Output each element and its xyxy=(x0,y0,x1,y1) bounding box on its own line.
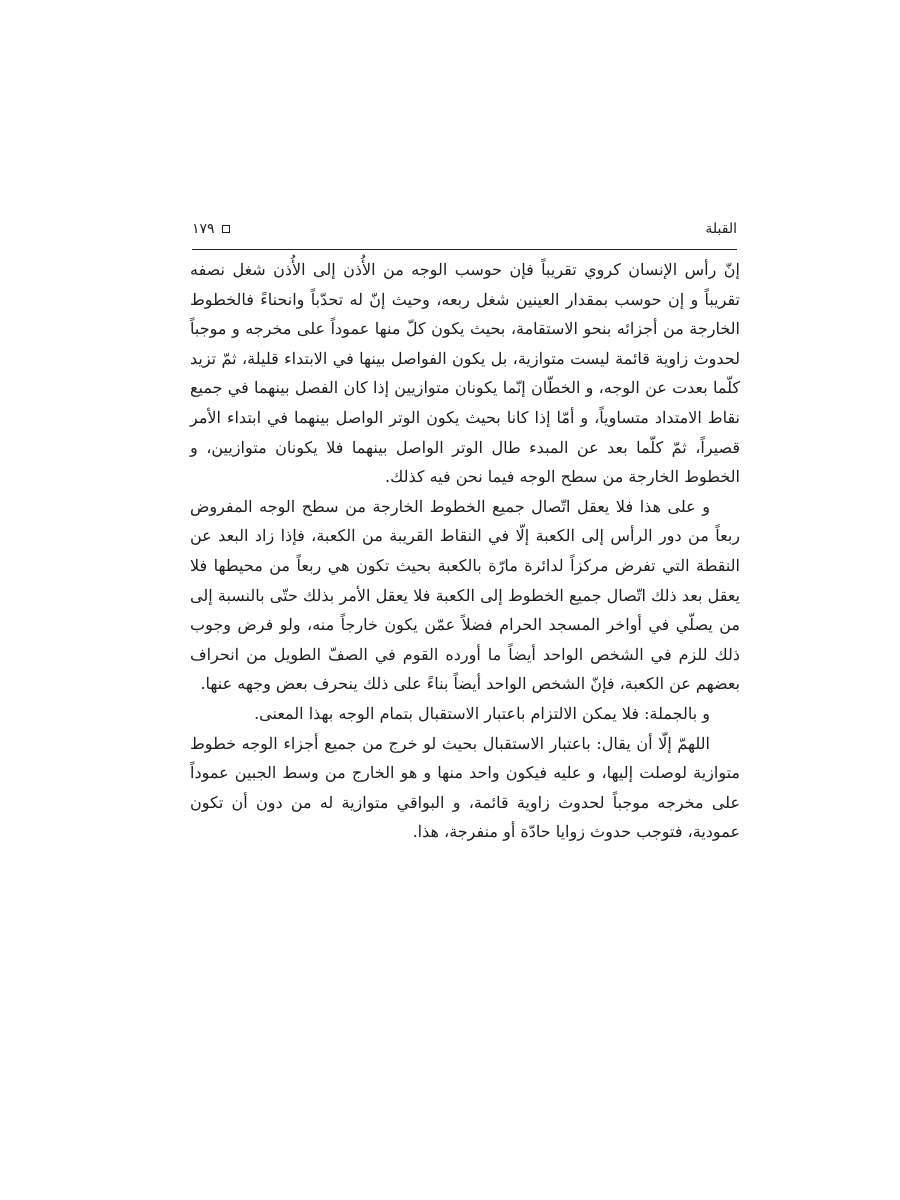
running-head xyxy=(192,218,737,240)
square-box-icon xyxy=(222,225,230,233)
header-rule xyxy=(192,249,737,250)
page-number-group xyxy=(192,221,230,237)
paragraph: و على هذا فلا يعقل اتّصال جميع الخطوط الخارجة من سطح الوجه المفروض ربعاً من دور الرأس إلى الكعبة إلّا في النقاط القريبة من الكعبة، فإذا زاد البعد عن النقطة التي تفرض مركزاً لدائرة مارّة بالكعبة بحيث تكون هي ربعاً من محيطها فلا يعقل بعد ذلك اتّصال جميع الخطوط إلى الكعبة فلا يعقل الأمر بذلك حتّى بالنسبة إلى من يصلّي في أواخر المسجد الحرام فضلاً عمّن يكون خارجاً منه، ولو فرض وجوب ذلك للزم في الشخص الواحد أيضاً ما أورده القوم في الصفّ الطويل من انحراف بعضهم عن الكعبة، فإنّ الشخص الواحد أيضاً بناءً على ذلك ينحرف بعض وجهه عنها. xyxy=(190,496,740,694)
paragraph: و بالجملة: فلا يمكن الالتزام باعتبار الاستقبال بتمام الوجه بهذا المعنى. xyxy=(254,703,710,723)
running-head-title: القبلة xyxy=(705,221,737,237)
paragraph: إنّ رأس الإنسان كروي تقريباً فإن حوسب الوجه من الأُذن إلى الأُذن شغل نصفه تقريباً و إن حوسب بمقدار العينين شغل ربعه، وحيث إنّ له تحدّباً وانحناءً فالخطوط الخارجة من أجزائه بنحو الاستقامة، بحيث يكون كلّ منها عموداً على مخرجه و موجباً لحدوث زاوية قائمة ليست متوازية، بل يكون الفواصل بينها في الابتداء قليلة، ثمّ تزيد كلّما بعدت عن الوجه، و الخطّان إنّما يكونان متوازيين إذا كان الفصل بينهما في جميع نقاط الامتداد متساوياً، و أمّا إذا كانا بحيث يكون الوتر الواصل بينهما في ابتداء الأمر قصيراً، ثمّ كلّما بعد عن المبدء طال الوتر الواصل بينهما فلا يكونان متوازيين، و الخطوط الخارجة من سطح الوجه فيما نحن فيه كذلك. xyxy=(190,260,741,487)
body-text xyxy=(190,255,740,847)
paragraph: اللهمّ إلّا أن يقال: باعتبار الاستقبال بحيث لو خرج من جميع أجزاء الوجه خطوط متوازية لوصلت إليها، و عليه فيكون واحد منها و هو الخارج من وسط الجبين عموداً على مخرجه موجباً لحدوث زاوية قائمة، و البواقي متوازية له من دون أن تكون عمودية، فتوجب حدوث زوايا حادّة أو منفرجة، هذا. xyxy=(190,733,740,842)
page-number: ١٧٩ xyxy=(192,221,215,237)
